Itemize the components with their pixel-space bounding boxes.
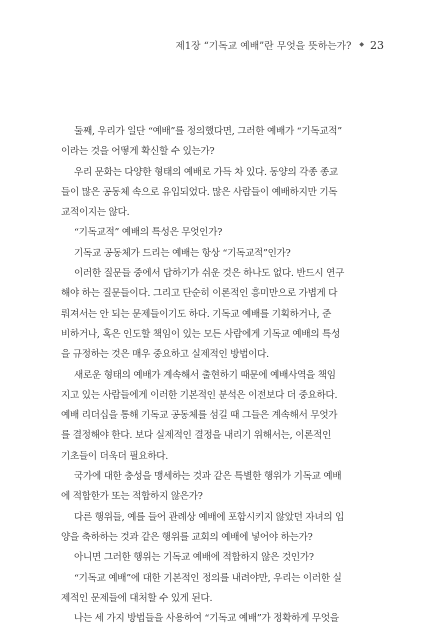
text-line: 기독교 공동체가 드리는 예배는 항상 “기독교적”인가? [74, 247, 291, 259]
text-line: 아니면 그러한 행위는 기독교 예배에 적합하지 않은 것인가? [74, 552, 314, 564]
text-line: 우리 문화는 다양한 형태의 예배로 가득 차 있다. 동양의 각종 종교 [74, 166, 338, 178]
text-line: 국가에 대한 충성을 맹세하는 것과 같은 특별한 행위가 기독교 예배 [74, 471, 342, 483]
text-line: 들이 많은 공동체 속으로 유입되었다. 많은 사람들이 예배하지만 기독 [61, 186, 338, 198]
text-line: 이러한 질문들 중에서 답하기가 쉬운 것은 하나도 없다. 반드시 연구 [74, 268, 345, 280]
text-line: 에 적합한가 또는 적합하지 않은가? [61, 491, 203, 503]
text-line: 교적이지는 않다. [61, 207, 130, 219]
chapter-title: 제1장 “기독교 예배”란 무엇을 뜻하는가? [175, 41, 352, 52]
text-line: 둘째, 우리가 일단 “예배”를 정의했다면, 그러한 예배가 “기독교적” [74, 126, 342, 137]
page-number: 23 [370, 38, 384, 52]
running-header [175, 38, 384, 52]
diamond-bullet-icon: ◆ [359, 40, 364, 48]
text-line: 비하거나, 혹은 인도할 책임이 있는 모든 사람에게 기독교 예배의 특성 [61, 328, 341, 340]
text-line: 이라는 것을 어떻게 확신할 수 있는가? [61, 146, 215, 158]
text-line: 나는 세 가지 방법들을 사용하여 “기독교 예배”가 정확하게 무엇을 [74, 613, 339, 625]
text-line: 를 결정해야 한다. 보다 실제적인 결정을 내리기 위해서는, 이론적인 [61, 430, 332, 442]
text-line: “기독교적” 예배의 특성은 무엇인가? [74, 227, 223, 239]
text-line: 뤄져서는 안 되는 문제들이기도 하다. 기독교 예배를 기획하거나, 준 [61, 308, 332, 320]
text-line: “기독교 예배”에 대한 기본적인 정의를 내려야만, 우리는 이러한 실 [74, 572, 342, 584]
text-line: 제적인 문제들에 대처할 수 있게 된다. [61, 592, 213, 604]
text-line: 해야 하는 질문들이다. 그리고 단순히 이론적인 흥미만으로 가볍게 다 [61, 288, 338, 300]
text-line: 예배 리더십을 통해 기독교 공동체를 섬길 때 그들은 계속해서 무엇가 [61, 410, 338, 422]
text-line: 양을 축하하는 것과 같은 행위를 교회의 예배에 넣어야 하는가? [61, 531, 313, 543]
text-line: 을 규정하는 것은 매우 중요하고 실제적인 방법이다. [61, 349, 269, 361]
text-line: 지고 있는 사람들에게 이러한 기본적인 분석은 이전보다 더 중요하다. [61, 389, 338, 401]
text-line: 다른 행위들, 예를 들어 관례상 예배에 포함시키지 않았던 자녀의 입 [74, 511, 345, 523]
body-text [61, 122, 380, 629]
text-line: 기초들이 더욱더 필요하다. [61, 450, 169, 462]
text-line: 새로운 형태의 예배가 계속해서 출현하기 때문에 예배사역을 책임 [74, 369, 336, 381]
